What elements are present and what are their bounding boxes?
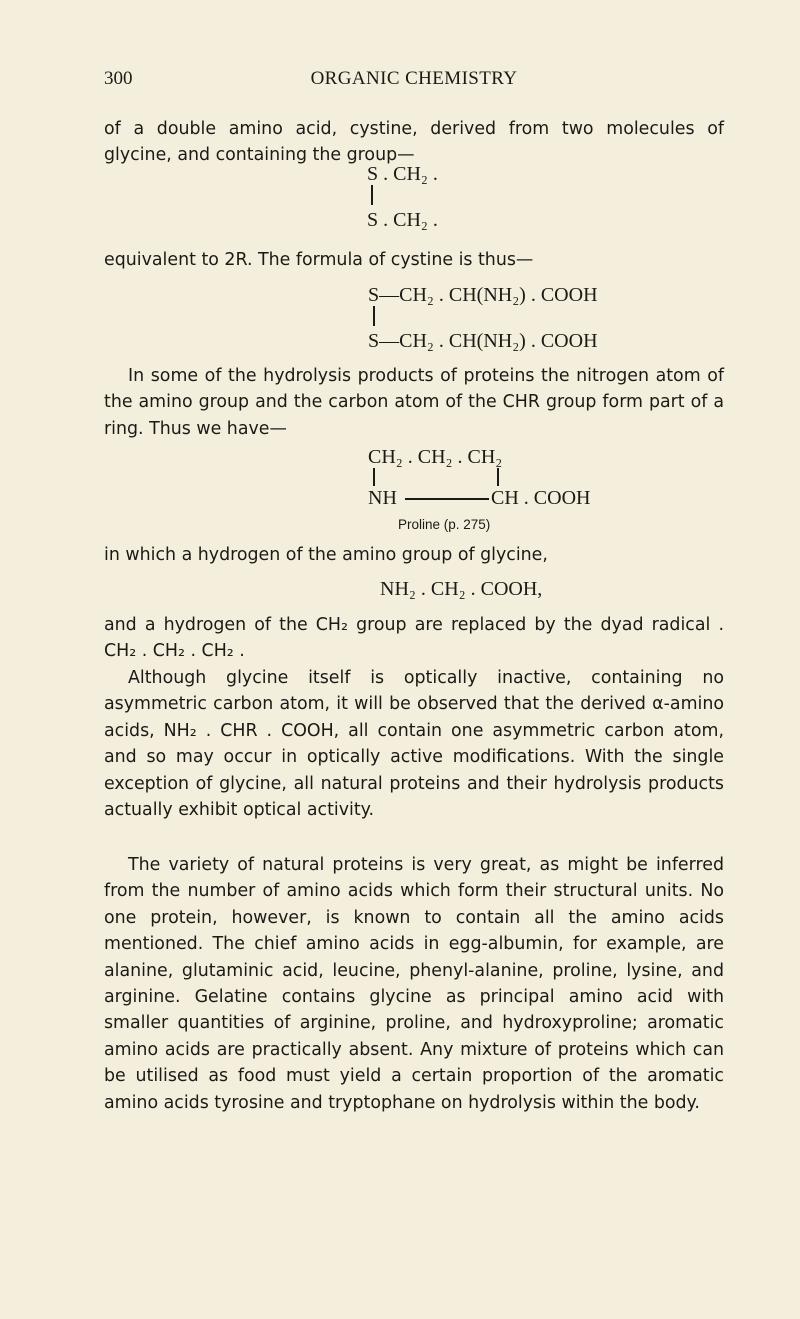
paragraph-glycine-hydrogen: in which a hydrogen of the amino group of glycine,: [104, 545, 548, 565]
paragraph-optical-activity: Although glycine itself is optically inactive, containing no asymmetric carbon atom, it will be observed that the derived α-amino acids, NH₂ . CHR . COOH, all contain one asymmetric carbon atom, and so may occur in optically active modifications. With the single exception of glycine, all natural proteins and their hydrolysis products actually exhibit optical activity.: [104, 668, 724, 821]
page-number: 300: [104, 68, 133, 89]
formula-cystine-bottom: S—CH₂ . CH(NH₂) . COOH: [368, 330, 598, 352]
paragraph-dyad-radical: and a hydrogen of the CH₂ group are replaced by the dyad radical . CH₂ . CH₂ . CH₂ .: [104, 615, 724, 662]
formula-cystine-top: S—CH₂ . CH(NH₂) . COOH: [368, 284, 598, 306]
page-header: [104, 68, 724, 96]
formula-proline-nh: NH: [368, 487, 397, 509]
paragraph-cystine-intro: of a double amino acid, cystine, derived from two molecules of glycine, and containing the group—: [104, 119, 724, 166]
formula-glycine: NH₂ . CH₂ . COOH,: [380, 578, 543, 600]
bond-line: [373, 468, 375, 486]
running-title: ORGANIC CHEMISTRY: [310, 68, 518, 89]
formula-group-bottom: S . CH₂ .: [367, 209, 438, 231]
bond-line: [497, 468, 499, 486]
paragraph-equivalent: equivalent to 2R. The formula of cystine is thus—: [104, 250, 534, 270]
bond-line: [405, 498, 489, 500]
bond-line: [373, 306, 375, 326]
paragraph-hydrolysis: In some of the hydrolysis products of proteins the nitrogen atom of the amino group and the carbon atom of the CHR group form part of a ring. Thus we have—: [104, 366, 724, 439]
formula-group-top: S . CH₂ .: [367, 163, 438, 185]
formula-proline-ch: CH . COOH: [491, 487, 591, 509]
proline-caption: Proline (p. 275): [398, 517, 491, 532]
formula-proline-top: CH₂ . CH₂ . CH₂: [368, 446, 503, 468]
paragraph-protein-variety: The variety of natural proteins is very great, as might be inferred from the number of amino acids which form their structural units. No one protein, however, is known to contain all the amino acids mentioned. The chief amino acids in egg-albumin, for example, are alanine, glutaminic acid, leucine, phenyl-alanine, proline, lysine, and arginine. Gelatine contains glycine as principal amino acid with smaller quantities of arginine, proline, and hydroxyproline; aromatic amino acids are practically absent. Any mixture of proteins which can be utilised as food must yield a certain proportion of the aromatic amino acids tyrosine and tryptophane on hydrolysis within the body.: [104, 855, 724, 1113]
bond-line: [371, 185, 373, 205]
